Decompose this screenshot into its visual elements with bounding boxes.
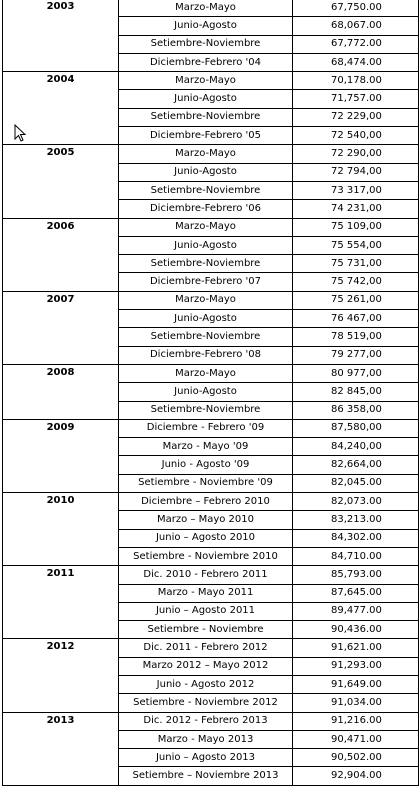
table-row (3, 419, 419, 437)
value-cell: 85,793.00 (293, 566, 419, 584)
year-cell: 2004 (3, 72, 119, 145)
value-cell: 90,471.00 (293, 730, 419, 748)
value-cell: 79 277,00 (293, 346, 419, 364)
period-cell: Junio-Agosto (119, 236, 293, 254)
period-cell: Junio-Agosto (119, 310, 293, 328)
value-cell: 91,621.00 (293, 639, 419, 657)
value-cell: 84,302.00 (293, 529, 419, 547)
period-cell: Marzo-Mayo (119, 145, 293, 163)
value-cell: 72 794,00 (293, 163, 419, 181)
value-cell: 74 231,00 (293, 200, 419, 218)
value-cell: 75 261,00 (293, 291, 419, 309)
period-cell: Marzo - Mayo '09 (119, 438, 293, 456)
value-cell: 68,067.00 (293, 17, 419, 35)
period-cell: Marzo-Mayo (119, 72, 293, 90)
value-cell: 72 229,00 (293, 108, 419, 126)
year-cell: 2011 (3, 566, 119, 639)
data-table (2, 0, 419, 786)
value-cell: 75 109,00 (293, 218, 419, 236)
period-cell: Marzo-Mayo (119, 0, 293, 17)
period-cell: Diciembre-Febrero '06 (119, 200, 293, 218)
period-cell: Diciembre-Febrero '04 (119, 53, 293, 71)
period-cell: Junio-Agosto (119, 383, 293, 401)
period-cell: Marzo-Mayo (119, 291, 293, 309)
value-cell: 89,477.00 (293, 602, 419, 620)
mouse-pointer-icon (14, 124, 26, 142)
period-cell: Junio - Agosto '09 (119, 456, 293, 474)
year-cell: 2009 (3, 419, 119, 492)
period-cell: Dic. 2010 - Febrero 2011 (119, 566, 293, 584)
period-cell: Diciembre – Febrero 2010 (119, 493, 293, 511)
value-cell: 83,213.00 (293, 511, 419, 529)
period-cell: Diciembre-Febrero '05 (119, 127, 293, 145)
period-cell: Setiembre-Noviembre (119, 108, 293, 126)
value-cell: 86 358,00 (293, 401, 419, 419)
value-cell: 82,045.00 (293, 474, 419, 492)
value-cell: 82,664,00 (293, 456, 419, 474)
period-cell: Setiembre – Noviembre 2013 (119, 767, 293, 785)
value-cell: 68,474.00 (293, 53, 419, 71)
value-cell: 75 731,00 (293, 255, 419, 273)
year-cell: 2003 (3, 0, 119, 72)
period-cell: Junio – Agosto 2010 (119, 529, 293, 547)
year-cell: 2007 (3, 291, 119, 364)
period-cell: Marzo 2012 – Mayo 2012 (119, 657, 293, 675)
value-cell: 87,580,00 (293, 419, 419, 437)
period-cell: Junio - Agosto 2012 (119, 675, 293, 693)
year-cell: 2008 (3, 364, 119, 419)
period-cell: Junio – Agosto 2013 (119, 749, 293, 767)
period-cell: Marzo - Mayo 2013 (119, 730, 293, 748)
year-cell: 2006 (3, 218, 119, 291)
value-cell: 91,293.00 (293, 657, 419, 675)
table-row (3, 639, 419, 657)
table-body (3, 0, 419, 785)
value-cell: 90,502.00 (293, 749, 419, 767)
period-cell: Marzo-Mayo (119, 364, 293, 382)
period-cell: Junio – Agosto 2011 (119, 602, 293, 620)
value-cell: 87,645.00 (293, 584, 419, 602)
period-cell: Setiembre - Noviembre 2012 (119, 694, 293, 712)
period-cell: Setiembre-Noviembre (119, 401, 293, 419)
period-cell: Marzo – Mayo 2010 (119, 511, 293, 529)
value-cell: 67,750.00 (293, 0, 419, 17)
value-cell: 72 290,00 (293, 145, 419, 163)
value-cell: 75 554,00 (293, 236, 419, 254)
value-cell: 82,073.00 (293, 493, 419, 511)
value-cell: 84,240,00 (293, 438, 419, 456)
value-cell: 67,772.00 (293, 35, 419, 53)
value-cell: 91,034.00 (293, 694, 419, 712)
table-row (3, 566, 419, 584)
value-cell: 92,904.00 (293, 767, 419, 785)
value-cell: 78 519,00 (293, 328, 419, 346)
period-cell: Diciembre-Febrero '08 (119, 346, 293, 364)
table-row (3, 712, 419, 730)
value-cell: 91,216.00 (293, 712, 419, 730)
period-cell: Junio-Agosto (119, 90, 293, 108)
period-cell: Dic. 2011 - Febrero 2012 (119, 639, 293, 657)
period-cell: Setiembre-Noviembre (119, 328, 293, 346)
period-cell: Marzo - Mayo 2011 (119, 584, 293, 602)
table-row (3, 291, 419, 309)
table-row (3, 364, 419, 382)
period-cell: Diciembre - Febrero '09 (119, 419, 293, 437)
value-cell: 80 977,00 (293, 364, 419, 382)
period-cell: Setiembre-Noviembre (119, 255, 293, 273)
period-cell: Setiembre - Noviembre '09 (119, 474, 293, 492)
value-cell: 71,757.00 (293, 90, 419, 108)
value-cell: 73 317,00 (293, 181, 419, 199)
value-cell: 90,436.00 (293, 621, 419, 639)
period-cell: Setiembre-Noviembre (119, 35, 293, 53)
period-cell: Setiembre-Noviembre (119, 181, 293, 199)
value-cell: 82 845,00 (293, 383, 419, 401)
year-cell: 2013 (3, 712, 119, 785)
year-cell: 2005 (3, 145, 119, 218)
value-cell: 91,649.00 (293, 675, 419, 693)
value-cell: 70,178.00 (293, 72, 419, 90)
table-row (3, 0, 419, 17)
period-cell: Junio-Agosto (119, 163, 293, 181)
value-cell: 72 540,00 (293, 127, 419, 145)
table-row (3, 493, 419, 511)
value-cell: 84,710.00 (293, 547, 419, 565)
period-cell: Junio-Agosto (119, 17, 293, 35)
table-row (3, 218, 419, 236)
period-cell: Setiembre - Noviembre (119, 621, 293, 639)
period-cell: Marzo-Mayo (119, 218, 293, 236)
table-row (3, 145, 419, 163)
table-row (3, 72, 419, 90)
value-cell: 76 467,00 (293, 310, 419, 328)
period-cell: Dic. 2012 - Febrero 2013 (119, 712, 293, 730)
year-cell: 2010 (3, 493, 119, 566)
year-cell: 2012 (3, 639, 119, 712)
period-cell: Setiembre - Noviembre 2010 (119, 547, 293, 565)
period-cell: Diciembre-Febrero '07 (119, 273, 293, 291)
value-cell: 75 742,00 (293, 273, 419, 291)
